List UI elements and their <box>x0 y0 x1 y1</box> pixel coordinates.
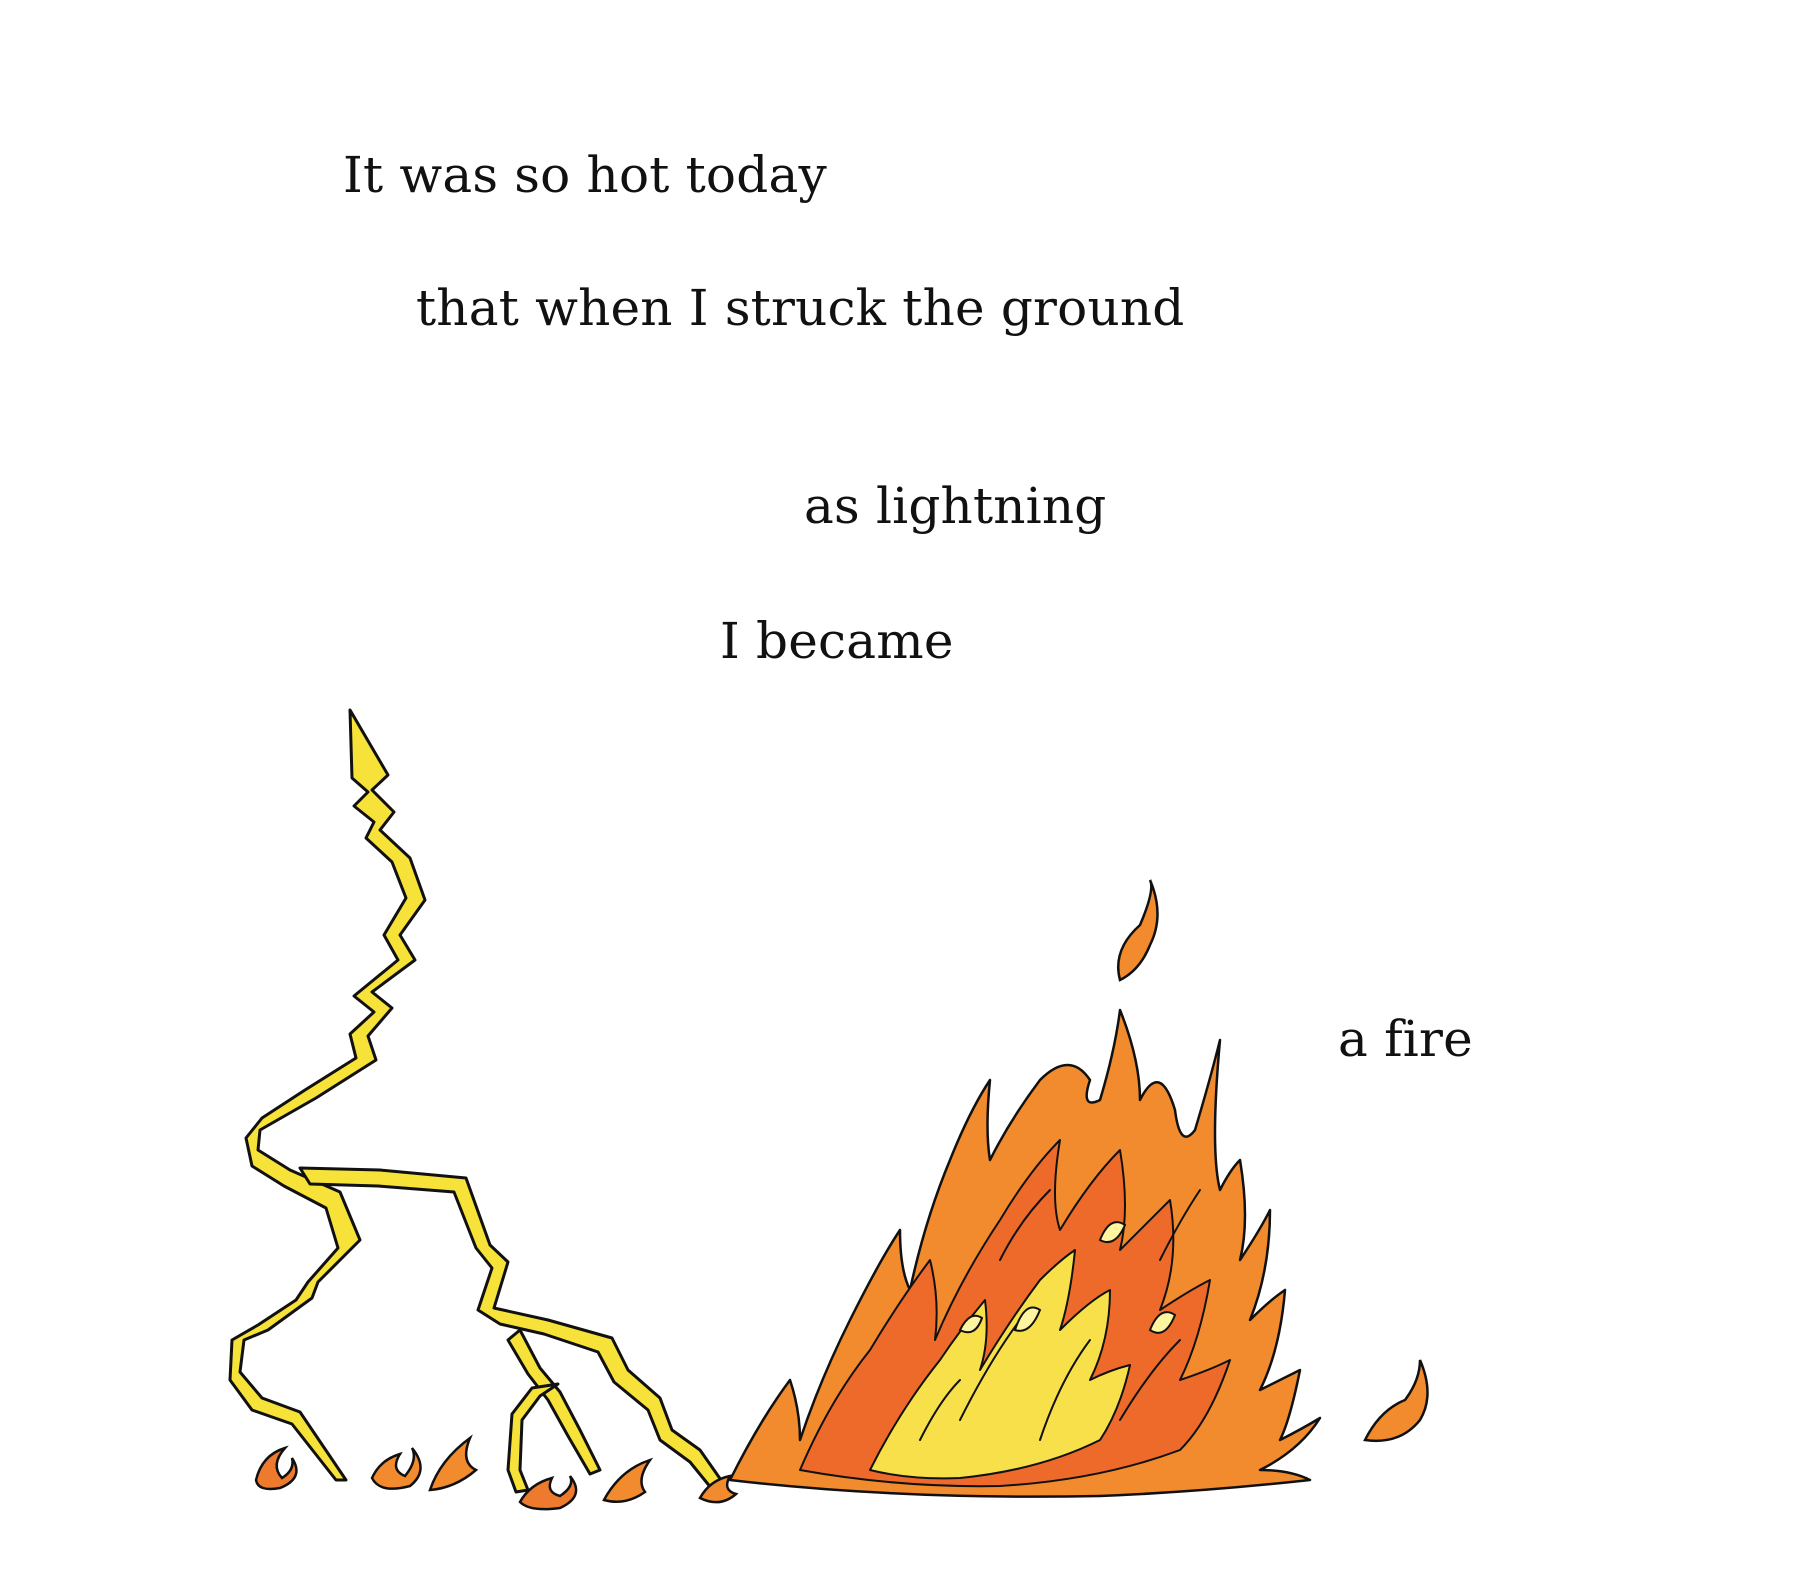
poem-line-1: It was so hot today <box>343 146 827 204</box>
lightning-bolt-icon <box>230 710 728 1494</box>
ember-right <box>1365 1360 1428 1441</box>
lightning-main-branch <box>230 710 425 1480</box>
poem-line-2: that when I struck the ground <box>416 279 1185 337</box>
fire-icon <box>730 1010 1320 1497</box>
poem-line-4: I became <box>720 612 954 670</box>
poem-line-5: a fire <box>1338 1010 1473 1068</box>
poem-line-3: as lightning <box>804 477 1107 535</box>
small-flames-icon <box>256 1438 736 1509</box>
ember-top <box>1118 880 1157 980</box>
